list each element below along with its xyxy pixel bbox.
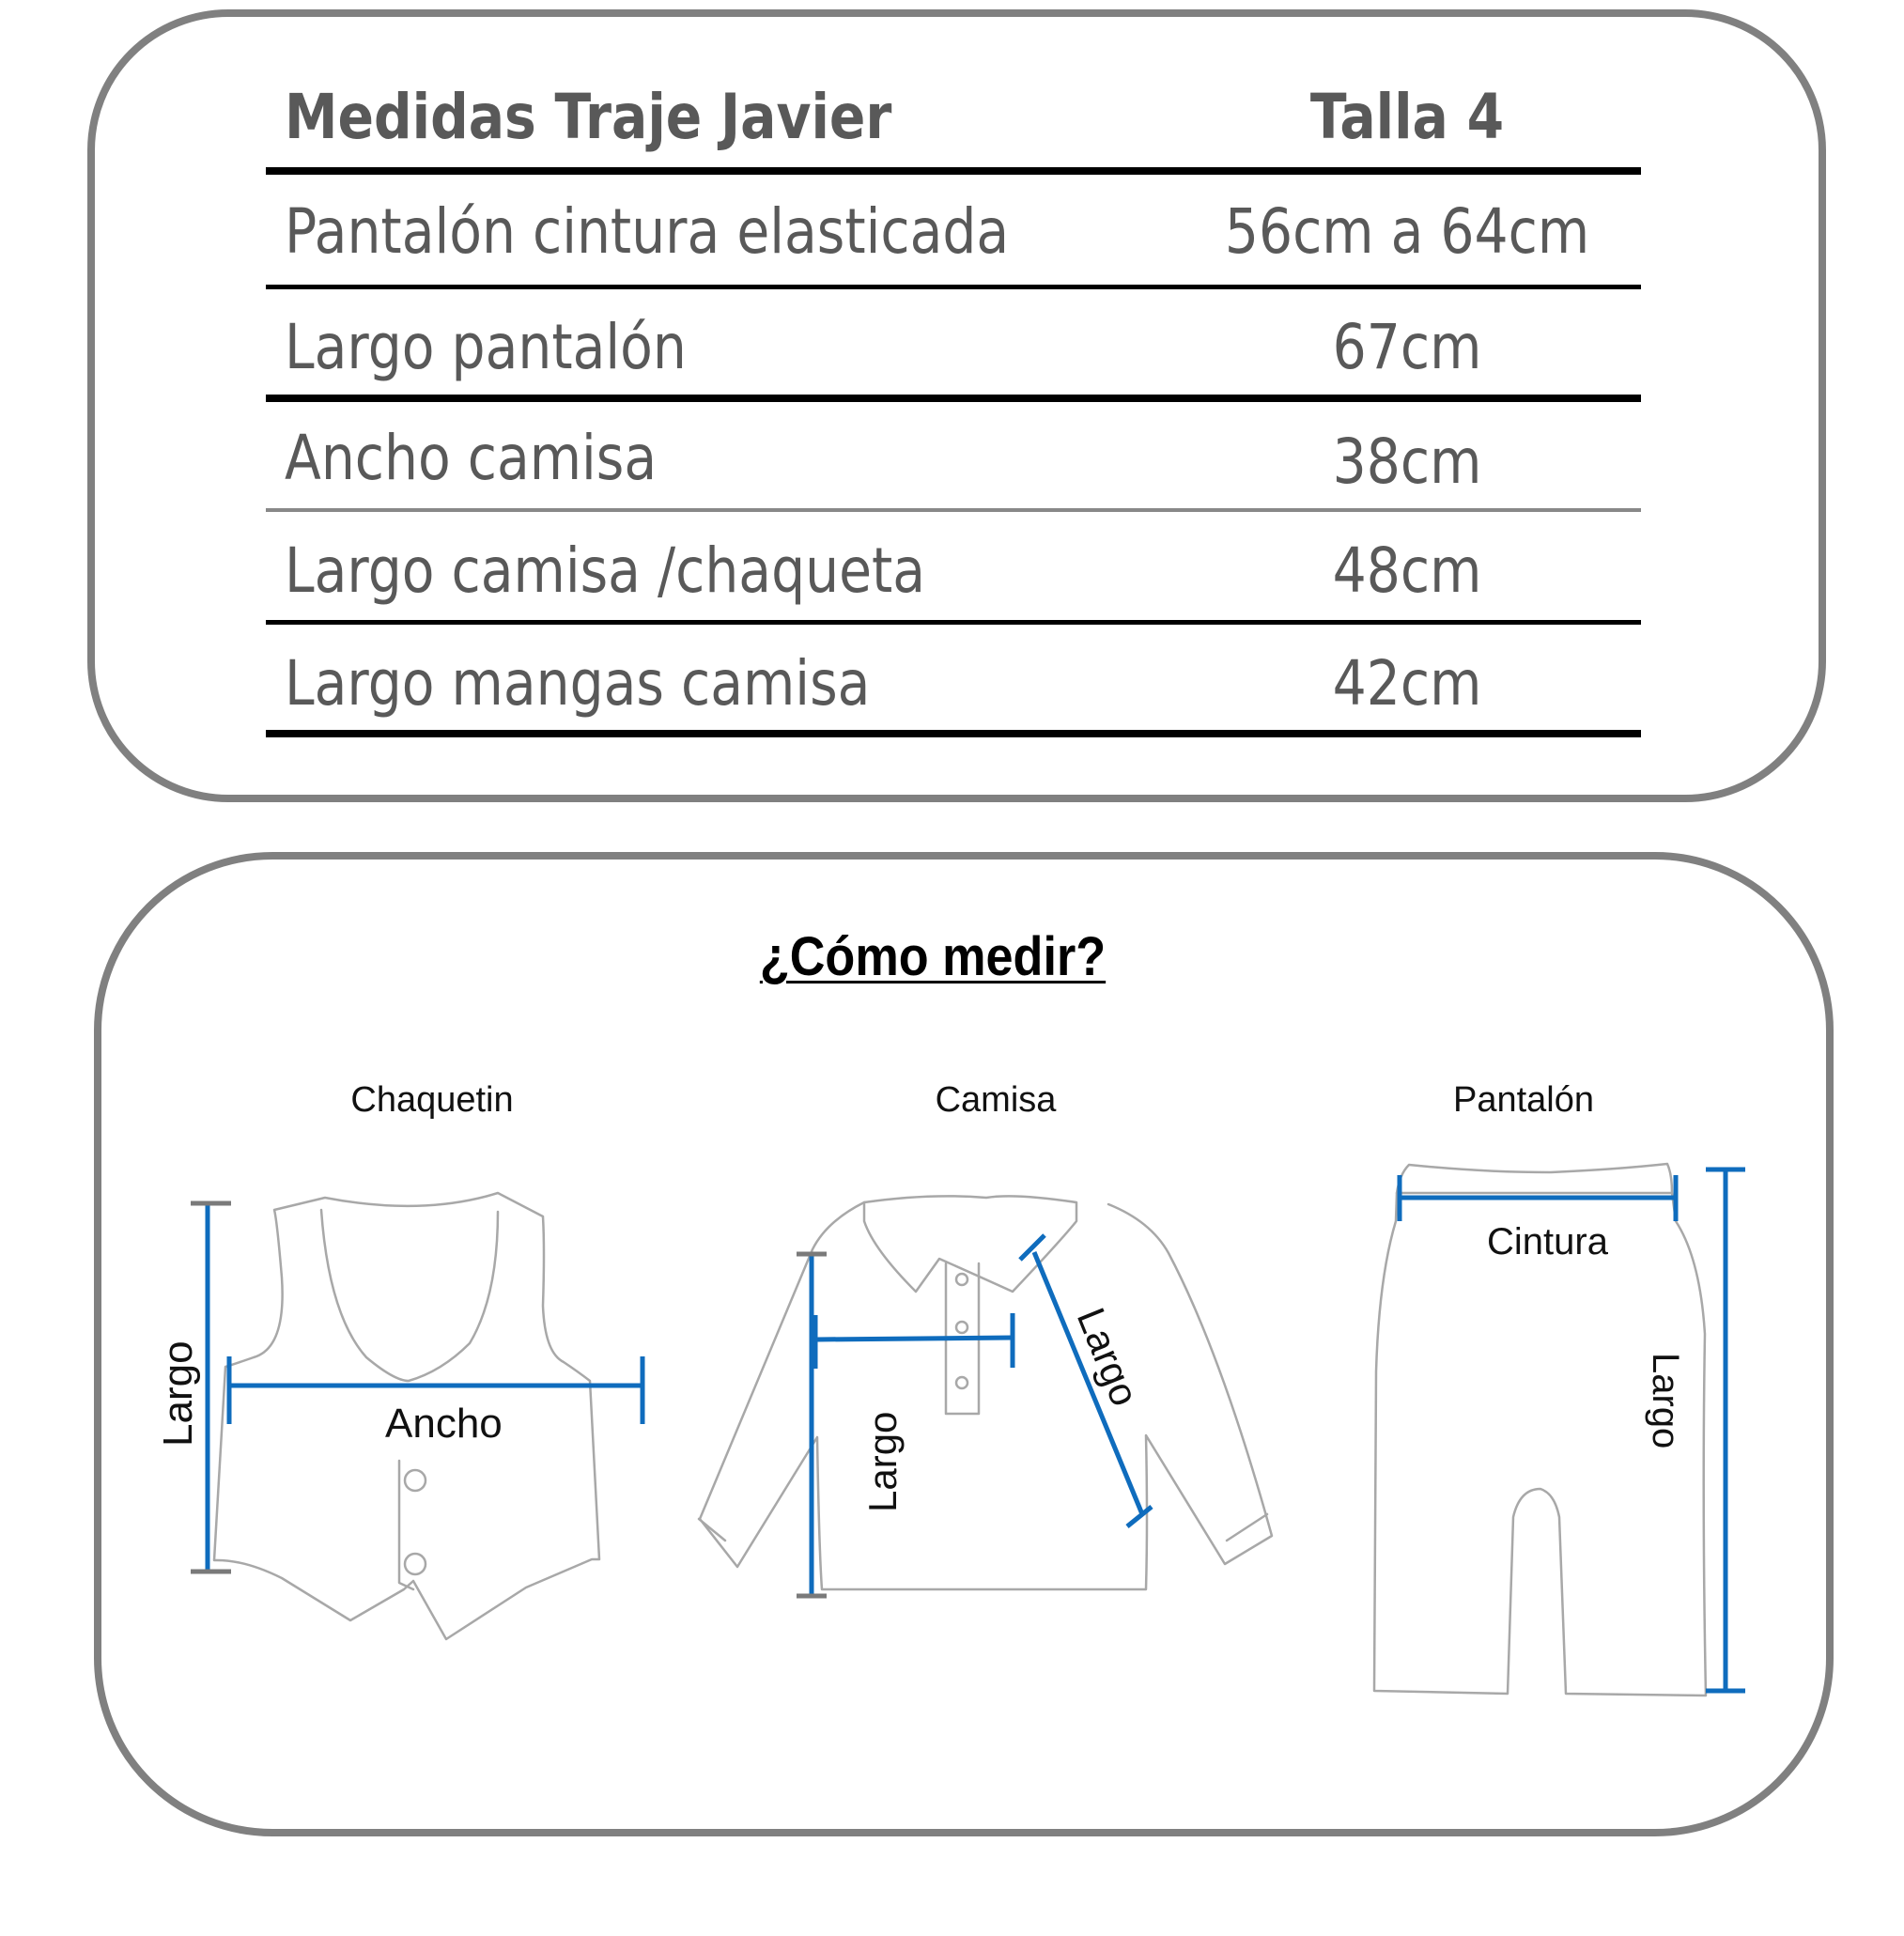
row-value-shirt-width: 38cm xyxy=(1332,426,1482,498)
row-label-sleeve-length: Largo mangas camisa xyxy=(285,647,871,720)
table-title: Medidas Traje Javier xyxy=(285,81,892,153)
shirt-length-label: Largo xyxy=(860,1411,905,1512)
waist-measure xyxy=(1400,1175,1676,1262)
row-label-waist: Pantalón cintura elasticada xyxy=(285,195,1010,268)
shirt-icon xyxy=(699,1196,1272,1589)
row-value-trouser-length: 67cm xyxy=(1332,311,1482,383)
waist-label: Cintura xyxy=(1487,1221,1608,1262)
how-to-measure-title: ¿Cómo medir? xyxy=(759,926,1107,987)
sleeve-length-label: Largo xyxy=(1068,1301,1148,1412)
vest-width-label: Ancho xyxy=(385,1401,503,1447)
garment-label-trousers: Pantalón xyxy=(1452,1080,1595,1120)
vest-length-label: Largo xyxy=(155,1340,201,1447)
row-label-shirt-length: Largo camisa /chaqueta xyxy=(285,534,926,607)
row-value-waist: 56cm a 64cm xyxy=(1224,195,1590,268)
row-label-trouser-length: Largo pantalón xyxy=(285,311,687,383)
garment-label-vest: Chaquetin xyxy=(350,1080,514,1120)
sleeve-length-measure xyxy=(1020,1235,1152,1526)
row-label-shirt-width: Ancho camisa xyxy=(285,422,658,494)
trouser-length-measure xyxy=(1645,1169,1745,1691)
shirt-length-measure xyxy=(797,1254,905,1596)
row-value-sleeve-length: 42cm xyxy=(1332,647,1482,720)
size-label: Talla 4 xyxy=(1309,81,1505,153)
shirt-width-measure xyxy=(815,1313,1013,1369)
vest-length-measure xyxy=(155,1203,231,1572)
trouser-length-label: Largo xyxy=(1645,1353,1686,1449)
row-value-shirt-length: 48cm xyxy=(1332,534,1482,607)
garment-label-shirt: Camisa xyxy=(935,1080,1057,1120)
